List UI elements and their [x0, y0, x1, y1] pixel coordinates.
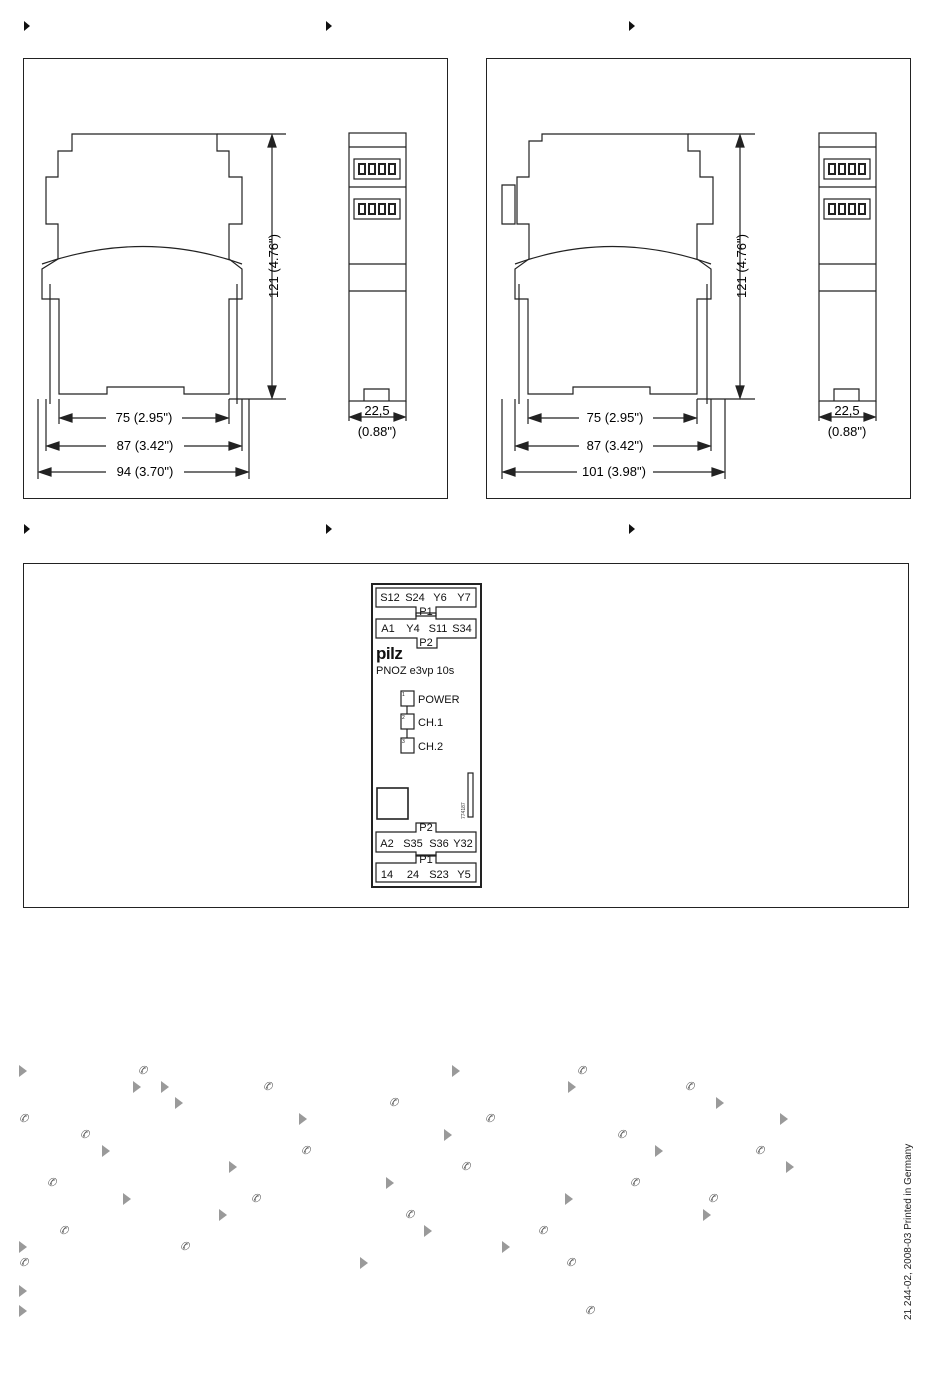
section-marker-icon: [326, 21, 332, 31]
list-marker-icon: [360, 1257, 368, 1269]
terminal-label: 24: [406, 869, 420, 881]
dimension-drawing-left-svg: [24, 59, 449, 500]
terminal-label: S35: [403, 838, 423, 850]
list-marker-icon: [452, 1065, 460, 1077]
telephone-icon: ✆: [485, 1112, 495, 1125]
telephone-icon: ✆: [405, 1208, 415, 1221]
dim-height-label: 121 (4.76"): [266, 234, 281, 298]
led-number: 3: [402, 739, 405, 745]
print-note: 21 244-02, 2008-03 Printed in Germany: [903, 1143, 914, 1320]
telephone-icon: ✆: [263, 1080, 273, 1093]
list-marker-icon: [161, 1081, 169, 1093]
svg-text:774187: 774187: [461, 802, 467, 819]
telephone-icon: ✆: [566, 1256, 576, 1269]
telephone-icon: ✆: [461, 1160, 471, 1173]
telephone-icon: ✆: [585, 1304, 595, 1317]
terminal-label: S36: [429, 838, 449, 850]
terminal-group-label: P2: [419, 637, 433, 649]
dim-width-94-label: 94 (3.70"): [116, 464, 174, 479]
terminal-label: A1: [381, 623, 395, 635]
list-marker-icon: [703, 1209, 711, 1221]
section-marker-icon: [24, 21, 30, 31]
list-marker-icon: [299, 1113, 307, 1125]
terminal-group-label: P1: [419, 854, 433, 866]
device-model-label: PNOZ e3vp 10s: [376, 665, 455, 677]
list-marker-icon: [565, 1193, 573, 1205]
list-marker-icon: [19, 1065, 27, 1077]
section-marker-icon: [24, 524, 30, 534]
terminal-label: Y4: [406, 623, 420, 635]
list-marker-icon: [123, 1193, 131, 1205]
telephone-icon: ✆: [251, 1192, 261, 1205]
led-number: 1: [402, 692, 405, 698]
list-marker-icon: [568, 1081, 576, 1093]
telephone-icon: ✆: [47, 1176, 57, 1189]
telephone-icon: ✆: [80, 1128, 90, 1141]
telephone-icon: ✆: [59, 1224, 69, 1237]
section-marker-icon: [629, 21, 635, 31]
terminal-label: Y5: [457, 869, 471, 881]
dim-width-75-label: 75 (2.95"): [586, 410, 644, 425]
list-marker-icon: [786, 1161, 794, 1173]
dim-side-width-in-label: (0.88"): [357, 424, 397, 439]
list-marker-icon: [229, 1161, 237, 1173]
led-label-power: POWER: [418, 694, 460, 706]
terminal-label: S11: [428, 623, 448, 635]
telephone-icon: ✆: [617, 1128, 627, 1141]
terminal-label: A2: [380, 838, 394, 850]
list-marker-icon: [19, 1241, 27, 1253]
led-number: 2: [402, 715, 405, 721]
terminal-label: Y32: [453, 838, 473, 850]
list-marker-icon: [502, 1241, 510, 1253]
brand-logo: pilz: [376, 644, 403, 663]
list-marker-icon: [133, 1081, 141, 1093]
terminal-group-label: P2: [419, 822, 433, 834]
front-panel-svg: [24, 564, 910, 909]
list-marker-icon: [780, 1113, 788, 1125]
telephone-icon: ✆: [538, 1224, 548, 1237]
terminal-label: S24: [405, 592, 425, 604]
list-marker-icon: [102, 1145, 110, 1157]
list-marker-icon: [175, 1097, 183, 1109]
telephone-icon: ✆: [19, 1112, 29, 1125]
telephone-icon: ✆: [577, 1064, 587, 1077]
terminal-label: S23: [429, 869, 449, 881]
list-marker-icon: [386, 1177, 394, 1189]
telephone-icon: ✆: [180, 1240, 190, 1253]
dim-side-width-in-label: (0.88"): [827, 424, 867, 439]
dimension-drawing-right: [486, 58, 911, 499]
telephone-icon: ✆: [19, 1256, 29, 1269]
terminal-label: 14: [380, 869, 394, 881]
telephone-icon: ✆: [685, 1080, 695, 1093]
section-marker-icon: [629, 524, 635, 534]
list-marker-icon: [19, 1285, 27, 1297]
dim-side-width-label: 22,5: [834, 403, 860, 418]
list-marker-icon: [19, 1305, 27, 1317]
dimension-drawing-right-svg: [487, 59, 912, 500]
front-panel-section: [23, 563, 909, 908]
terminal-label: S34: [452, 623, 472, 635]
telephone-icon: ✆: [138, 1064, 148, 1077]
led-label-ch2: CH.2: [418, 741, 444, 753]
telephone-icon: ✆: [630, 1176, 640, 1189]
list-marker-icon: [716, 1097, 724, 1109]
telephone-icon: ✆: [755, 1144, 765, 1157]
terminal-label: Y6: [433, 592, 447, 604]
terminal-label: S12: [380, 592, 400, 604]
dim-width-101-label: 101 (3.98"): [582, 464, 646, 479]
telephone-icon: ✆: [301, 1144, 311, 1157]
list-marker-icon: [424, 1225, 432, 1237]
led-label-ch1: CH.1: [418, 717, 444, 729]
terminal-label: Y7: [457, 592, 471, 604]
section-marker-icon: [326, 524, 332, 534]
dim-side-width-label: 22,5: [364, 403, 390, 418]
terminal-group-label: P1: [419, 606, 433, 618]
telephone-icon: ✆: [708, 1192, 718, 1205]
dim-width-87-label: 87 (3.42"): [116, 438, 174, 453]
telephone-icon: ✆: [389, 1096, 399, 1109]
dim-width-75-label: 75 (2.95"): [115, 410, 173, 425]
dimension-drawing-left: [23, 58, 448, 499]
list-marker-icon: [655, 1145, 663, 1157]
list-marker-icon: [219, 1209, 227, 1221]
dim-width-87-label: 87 (3.42"): [586, 438, 644, 453]
dim-height-label: 121 (4.76"): [734, 234, 749, 298]
list-marker-icon: [444, 1129, 452, 1141]
